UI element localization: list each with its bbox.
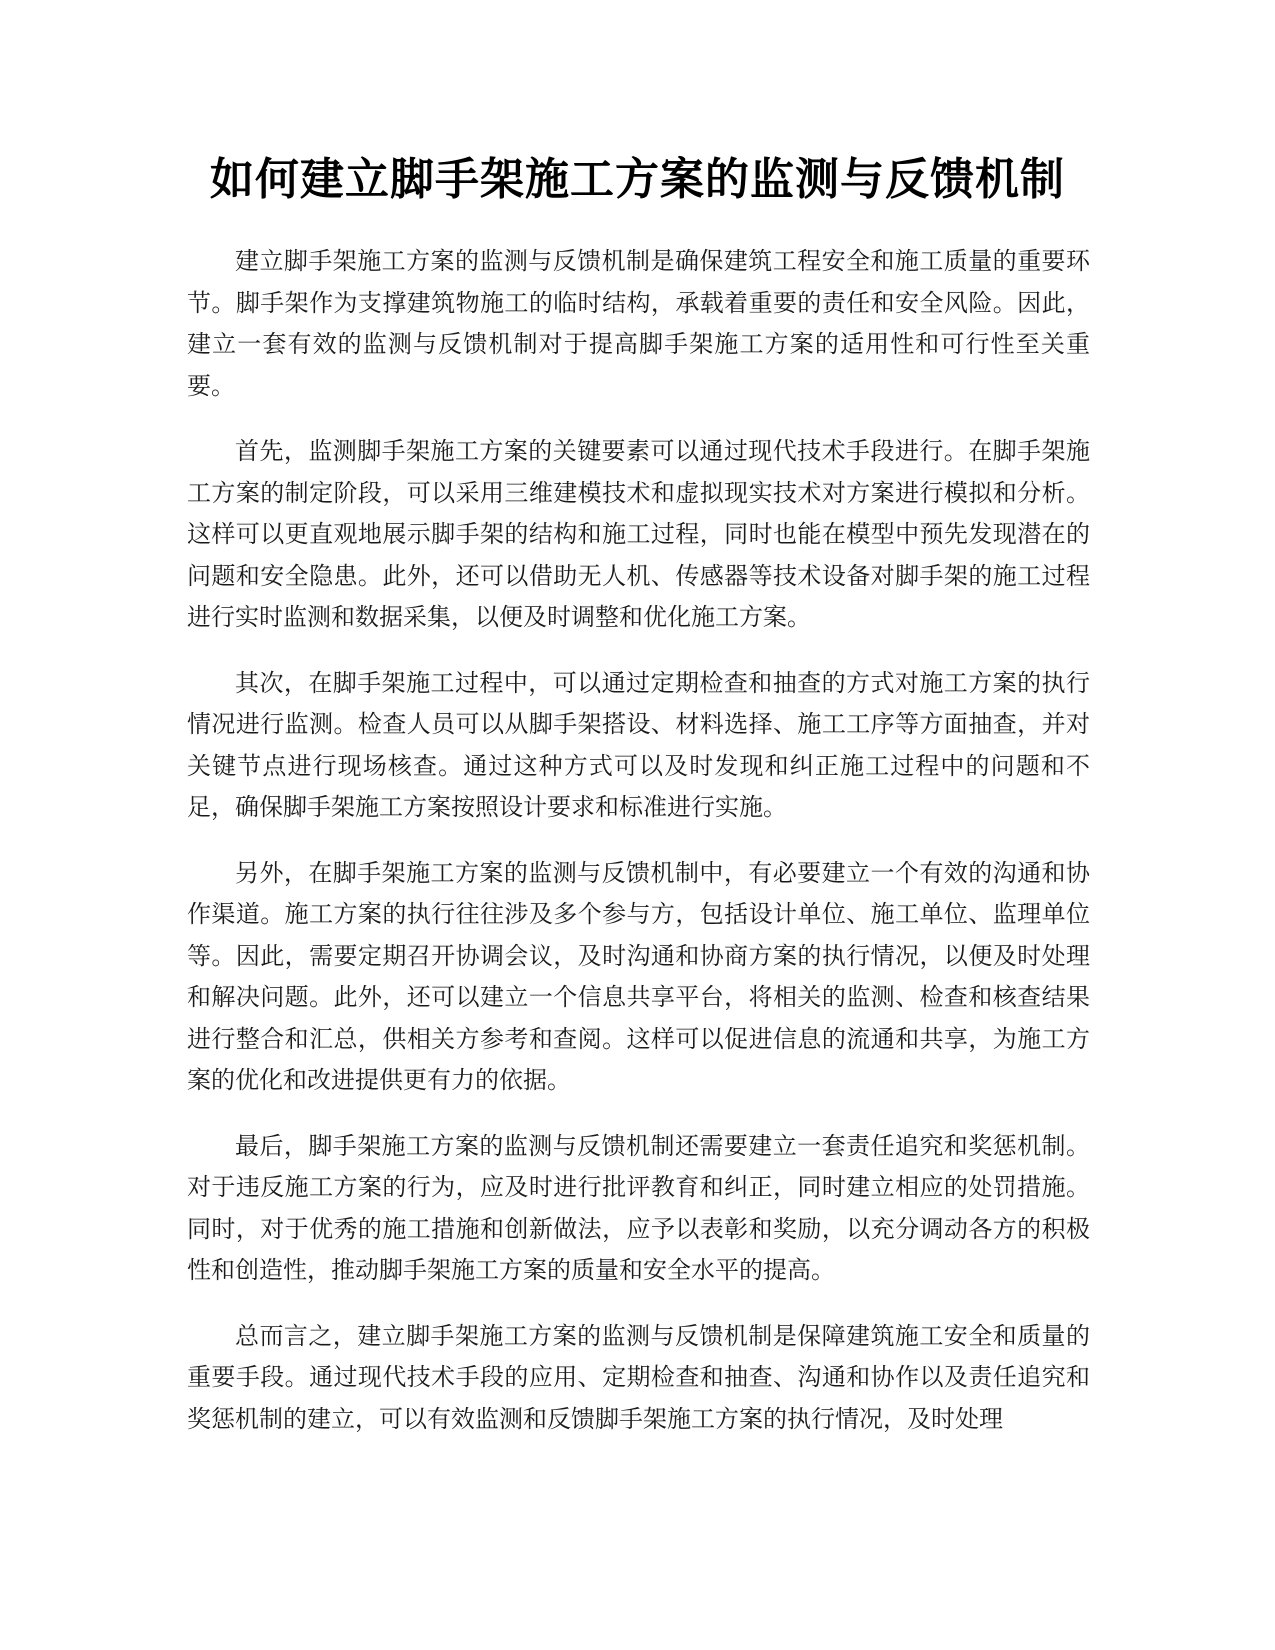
paragraph-intro: 建立脚手架施工方案的监测与反馈机制是确保建筑工程安全和施工质量的重要环节。脚手架作为支撑建筑物施工的临时结构，承载着重要的责任和安全风险。因此，建立一套有效的监测与反馈机制对于提高脚手架施工方案的适用性和可行性至关重要。	[187, 247, 1090, 400]
paragraph-first: 首先，监测脚手架施工方案的关键要素可以通过现代技术手段进行。在脚手架施工方案的制定阶段，可以采用三维建模技术和虚拟现实技术对方案进行模拟和分析。这样可以更直观地展示脚手架的结构和施工过程，同时也能在模型中预先发现潜在的问题和安全隐患。此外，还可以借助无人机、传感器等技术设备对脚手架的施工过程进行实时监测和数据采集，以便及时调整和优化施工方案。	[187, 437, 1090, 631]
paragraph-third: 另外，在脚手架施工方案的监测与反馈机制中，有必要建立一个有效的沟通和协作渠道。施工方案的执行往往涉及多个参与方，包括设计单位、施工单位、监理单位等。因此，需要定期召开协调会议，及时沟通和协商方案的执行情况，以便及时处理和解决问题。此外，还可以建立一个信息共享平台，将相关的监测、检查和核查结果进行整合和汇总，供相关方参考和查阅。这样可以促进信息的流通和共享，为施工方案的优化和改进提供更有力的依据。	[187, 858, 1090, 1094]
document-body	[187, 241, 1090, 1464]
paragraph-summary: 总而言之，建立脚手架施工方案的监测与反馈机制是保障建筑施工安全和质量的重要手段。通过现代技术手段的应用、定期检查和抽查、沟通和协作以及责任追究和奖惩机制的建立，可以有效监测和反馈脚手架施工方案的执行情况，及时处理	[187, 1321, 1090, 1433]
document-title: 如何建立脚手架施工方案的监测与反馈机制	[210, 154, 1065, 205]
paragraph-second: 其次，在脚手架施工过程中，可以通过定期检查和抽查的方式对施工方案的执行情况进行监测。检查人员可以从脚手架搭设、材料选择、施工工序等方面抽查，并对关键节点进行现场核查。通过这种方式可以及时发现和纠正施工过程中的问题和不足，确保脚手架施工方案按照设计要求和标准进行实施。	[187, 668, 1090, 821]
paragraph-fourth: 最后，脚手架施工方案的监测与反馈机制还需要建立一套责任追究和奖惩机制。对于违反施工方案的行为，应及时进行批评教育和纠正，同时建立相应的处罚措施。同时，对于优秀的施工措施和创新做法，应予以表彰和奖励，以充分调动各方的积极性和创造性，推动脚手架施工方案的质量和安全水平的提高。	[187, 1131, 1090, 1284]
